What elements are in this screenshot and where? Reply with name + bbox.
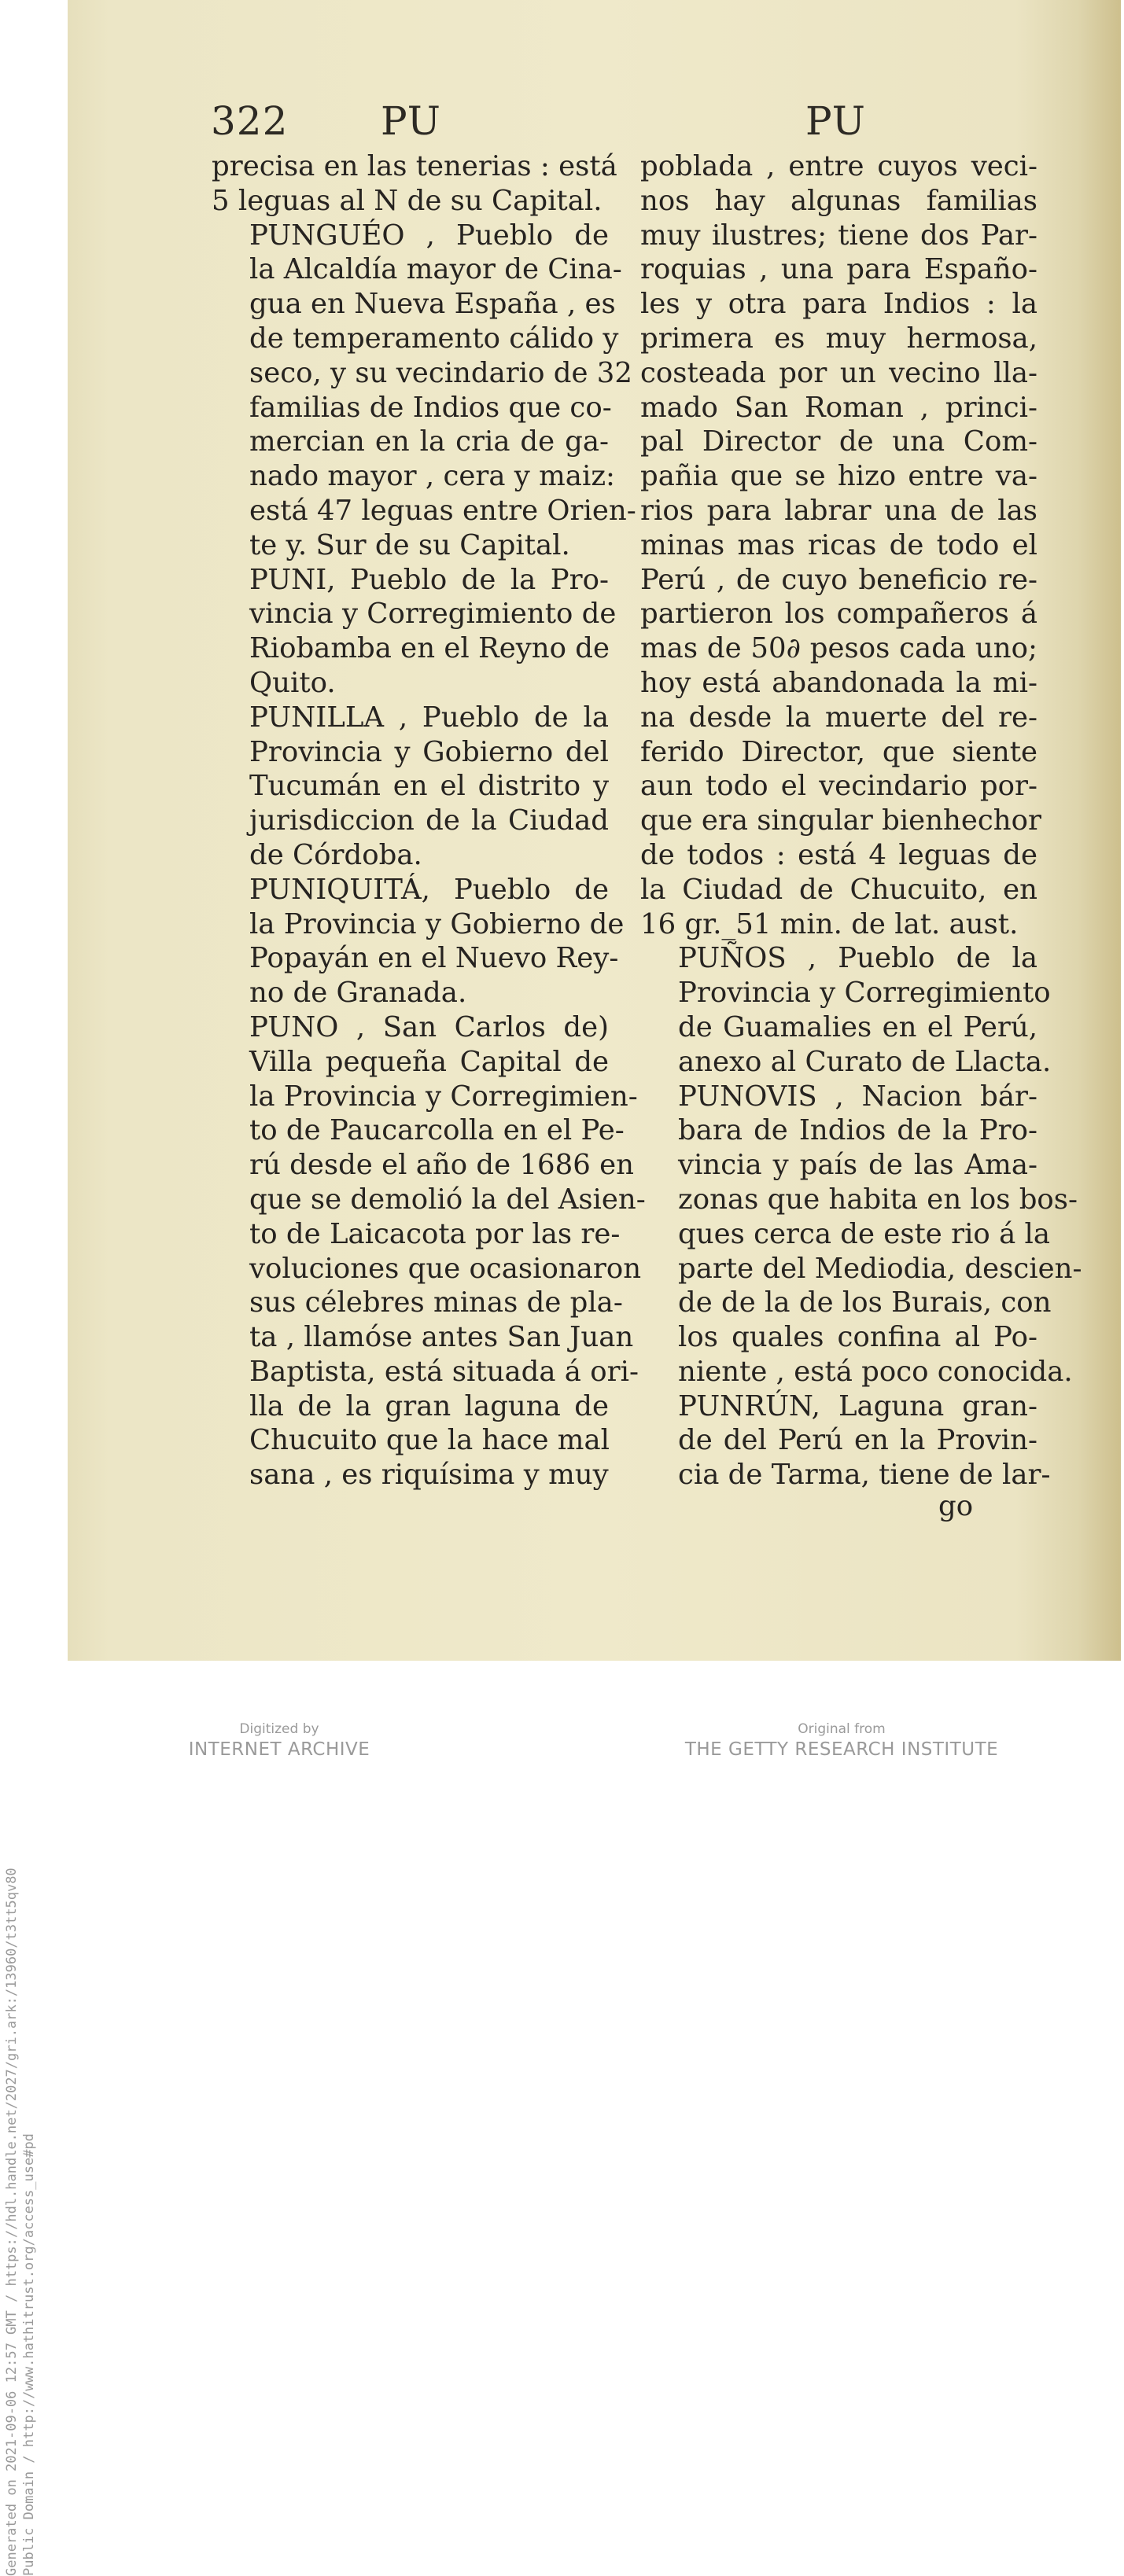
text-line: pañia que se hizo entre va- [640, 460, 1037, 493]
text-line: PUNGUÉO , Pueblo de [249, 219, 609, 252]
text-line: Riobamba en el Reyno de [249, 632, 610, 665]
text-line: mercian en la cria de ga- [249, 425, 609, 458]
text-line: PUNO , San Carlos de) [249, 1010, 609, 1043]
text-line: to de Laicacota por las re- [249, 1217, 621, 1250]
text-line: sus célebres minas de pla- [249, 1286, 623, 1319]
text-line: de temperamento cálido y [249, 322, 619, 355]
text-line: costeada por un vecino lla- [640, 356, 1037, 389]
text-line: Provincia y Gobierno del [249, 735, 609, 768]
text-line: PUÑOS , Pueblo de la [678, 942, 1037, 975]
text-line: primera es muy hermosa, [640, 322, 1037, 355]
text-line: rú desde el año de 1686 en [249, 1149, 634, 1182]
text-line: PUNIQUITÁ, Pueblo de [249, 873, 609, 906]
text-line: lla de la gran laguna de [249, 1389, 609, 1422]
text-line: gua en Nueva España , es [249, 288, 616, 321]
text-line: ques cerca de este rio á la [678, 1217, 1051, 1250]
page-number: 322 [211, 98, 289, 144]
text-line: precisa en las tenerias : está [212, 150, 617, 182]
right-column [640, 149, 1082, 1492]
text-line: de del Perú en la Provin- [678, 1424, 1037, 1457]
text-line: parte del Mediodia, descien- [678, 1252, 1082, 1285]
text-line: Chucuito que la hace mal [249, 1424, 610, 1457]
text-line: la Provincia y Corregimien- [249, 1080, 638, 1113]
paragraph [212, 701, 609, 873]
text-line: ta , llamóse antes San Juan [249, 1321, 634, 1354]
text-line: bara de Indios de la Pro- [678, 1114, 1037, 1147]
footer-digitized-by [157, 1720, 401, 1761]
text-line: Popayán en el Nuevo Rey- [249, 942, 619, 975]
text-line: de Guamalies en el Perú, [678, 1010, 1037, 1043]
paragraph [640, 941, 1052, 1079]
text-line: PUNOVIS , Nacion bár- [678, 1080, 1037, 1113]
text-line: que era singular bienhechor [640, 804, 1042, 837]
text-line: de Córdoba. [249, 838, 422, 871]
paragraph [212, 219, 636, 563]
text-line: Provincia y Corregimiento [678, 977, 1051, 1010]
watermark-line-1: Generated on 2021-09-06 12:57 GMT / https://hdl.handle.net/2027/gri.ark:/13960/t3tt5qv80 [4, 1868, 20, 2576]
text-line: poblada , entre cuyos veci- [640, 150, 1037, 182]
text-line: muy ilustres; tiene dos Par- [640, 219, 1037, 252]
paragraph [640, 1389, 1051, 1492]
text-line: de todos : está 4 leguas de [640, 838, 1037, 871]
text-line: que se demolió la del Asien- [249, 1183, 646, 1216]
footer-original-from [669, 1720, 1015, 1761]
text-line: la Provincia y Gobierno de [249, 907, 625, 940]
text-line: nos hay algunas familias [640, 184, 1037, 217]
text-line: ferido Director, que siente [640, 735, 1037, 768]
text-line: no de Granada. [249, 977, 467, 1010]
text-line: la Ciudad de Chucuito, en [640, 873, 1037, 906]
text-line: hoy está abandonada la mi- [640, 666, 1037, 699]
catchword: go [938, 1490, 974, 1522]
text-line: na desde la muerte del re- [640, 701, 1037, 734]
paragraph [212, 563, 617, 701]
right-running-head: PU [805, 98, 866, 144]
text-line: vincia y Corregimiento de [249, 598, 617, 631]
text-line: PUNRÚN, Laguna gran- [678, 1389, 1037, 1422]
text-line: 5 leguas al N de su Capital. [212, 184, 603, 217]
paragraph [212, 873, 625, 1010]
paragraph [640, 149, 1042, 941]
footer-digitized-label: Digitized by [239, 1721, 319, 1737]
paragraph [212, 149, 617, 219]
text-line: está 47 leguas entre Orien- [249, 494, 636, 527]
paragraph [212, 1010, 646, 1492]
watermark-line-2: Public Domain / http://www.hathitrust.org/access_use#pd [21, 2133, 37, 2576]
text-line: los quales confina al Po- [678, 1321, 1037, 1354]
text-line: PUNI, Pueblo de la Pro- [249, 563, 609, 596]
text-line: zonas que habita en los bos- [678, 1183, 1078, 1216]
footer-digitizer-name: INTERNET ARCHIVE [188, 1739, 370, 1760]
text-line: familias de Indios que co- [249, 391, 612, 424]
text-line: niente , está poco conocida. [678, 1355, 1073, 1388]
text-line: roquias , una para Españo- [640, 253, 1037, 286]
text-line: mado San Roman , princi- [640, 391, 1037, 424]
text-line: les y otra para Indios : la [640, 288, 1037, 321]
text-line: voluciones que ocasionaron [249, 1252, 642, 1285]
text-line: Baptista, está situada á ori- [249, 1355, 639, 1388]
text-line: pal Director de una Com- [640, 425, 1037, 458]
text-line: de de la de los Burais, con [678, 1286, 1052, 1319]
text-line: mas de 50∂ pesos cada uno; [640, 632, 1037, 665]
left-running-head: PU [381, 98, 441, 144]
text-line: te y. Sur de su Capital. [249, 528, 570, 561]
text-line: partieron los compañeros á [640, 598, 1037, 631]
text-line: to de Paucarcolla en el Pe- [249, 1114, 625, 1147]
text-line: seco, y su vecindario de 32 [249, 356, 632, 389]
paragraph [640, 1080, 1082, 1389]
text-line: anexo al Curato de Llacta. [678, 1045, 1052, 1078]
text-line: 16 gr._51 min. de lat. aust. [640, 907, 1019, 940]
text-line: cia de Tarma, tiene de lar- [678, 1459, 1051, 1492]
text-line: Perú , de cuyo beneficio re- [640, 563, 1037, 596]
text-line: aun todo el vecindario por- [640, 770, 1037, 803]
margin-watermark [3, 865, 41, 2576]
text-line: la Alcaldía mayor de Cina- [249, 253, 622, 286]
footer-source-name: THE GETTY RESEARCH INSTITUTE [684, 1739, 999, 1760]
text-line: rios para labrar una de las [640, 494, 1037, 527]
text-line: sana , es riquísima y muy [249, 1459, 609, 1492]
book-page [68, 0, 1121, 1661]
text-line: vincia y país de las Ama- [678, 1149, 1037, 1182]
text-line: Villa pequeña Capital de [249, 1045, 609, 1078]
text-line: Tucumán en el distrito y [249, 770, 609, 803]
text-line: Quito. [249, 666, 336, 699]
left-column [212, 149, 646, 1492]
text-line: jurisdiccion de la Ciudad [249, 804, 609, 837]
text-line: nado mayor , cera y maiz: [249, 460, 615, 493]
footer-original-label: Original from [798, 1721, 886, 1737]
text-line: PUNILLA , Pueblo de la [249, 701, 609, 734]
text-line: minas mas ricas de todo el [640, 528, 1037, 561]
